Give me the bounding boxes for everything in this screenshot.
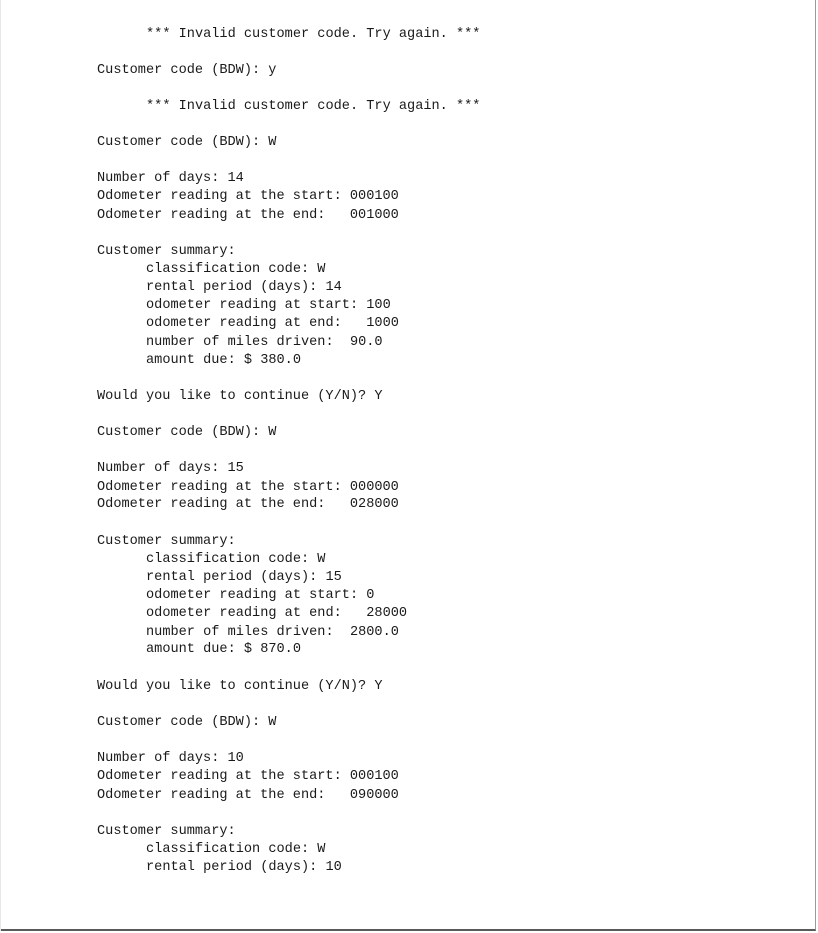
summary-amount-due: amount due: $ 380.0: [146, 353, 301, 368]
customer-code-prompt: Customer code (BDW): W: [97, 715, 277, 730]
summary-rental-period: rental period (days): 10: [146, 860, 342, 875]
summary-rental-period: rental period (days): 15: [146, 570, 342, 585]
days-prompt: Number of days: 14: [97, 171, 244, 186]
summary-amount-due: amount due: $ 870.0: [146, 642, 301, 657]
summary-classification: classification code: W: [146, 262, 326, 277]
summary-odometer-start: odometer reading at start: 0: [146, 588, 375, 603]
summary-odometer-start: odometer reading at start: 100: [146, 298, 391, 313]
customer-code-prompt: Customer code (BDW): y: [97, 63, 277, 78]
odometer-end-prompt: Odometer reading at the end: 090000: [97, 788, 399, 803]
odometer-end-prompt: Odometer reading at the end: 028000: [97, 497, 399, 512]
summary-rental-period: rental period (days): 14: [146, 280, 342, 295]
summary-heading: Customer summary:: [97, 824, 236, 839]
odometer-start-prompt: Odometer reading at the start: 000100: [97, 189, 399, 204]
summary-odometer-end: odometer reading at end: 28000: [146, 606, 408, 621]
summary-heading: Customer summary:: [97, 534, 236, 549]
error-message: *** Invalid customer code. Try again. ***: [146, 99, 481, 114]
summary-heading: Customer summary:: [97, 244, 236, 259]
days-prompt: Number of days: 15: [97, 461, 244, 476]
customer-code-prompt: Customer code (BDW): W: [97, 135, 277, 150]
customer-code-prompt: Customer code (BDW): W: [97, 425, 277, 440]
summary-miles-driven: number of miles driven: 90.0: [146, 335, 383, 350]
error-message: *** Invalid customer code. Try again. ***: [146, 27, 481, 42]
days-prompt: Number of days: 10: [97, 751, 244, 766]
odometer-end-prompt: Odometer reading at the end: 001000: [97, 208, 399, 223]
continue-prompt: Would you like to continue (Y/N)? Y: [97, 389, 383, 404]
continue-prompt: Would you like to continue (Y/N)? Y: [97, 679, 383, 694]
page-left-edge: [0, 0, 1, 931]
summary-classification: classification code: W: [146, 552, 326, 567]
summary-classification: classification code: W: [146, 842, 326, 857]
odometer-start-prompt: Odometer reading at the start: 000000: [97, 480, 399, 495]
summary-odometer-end: odometer reading at end: 1000: [146, 316, 399, 331]
summary-miles-driven: number of miles driven: 2800.0: [146, 625, 399, 640]
odometer-start-prompt: Odometer reading at the start: 000100: [97, 769, 399, 784]
